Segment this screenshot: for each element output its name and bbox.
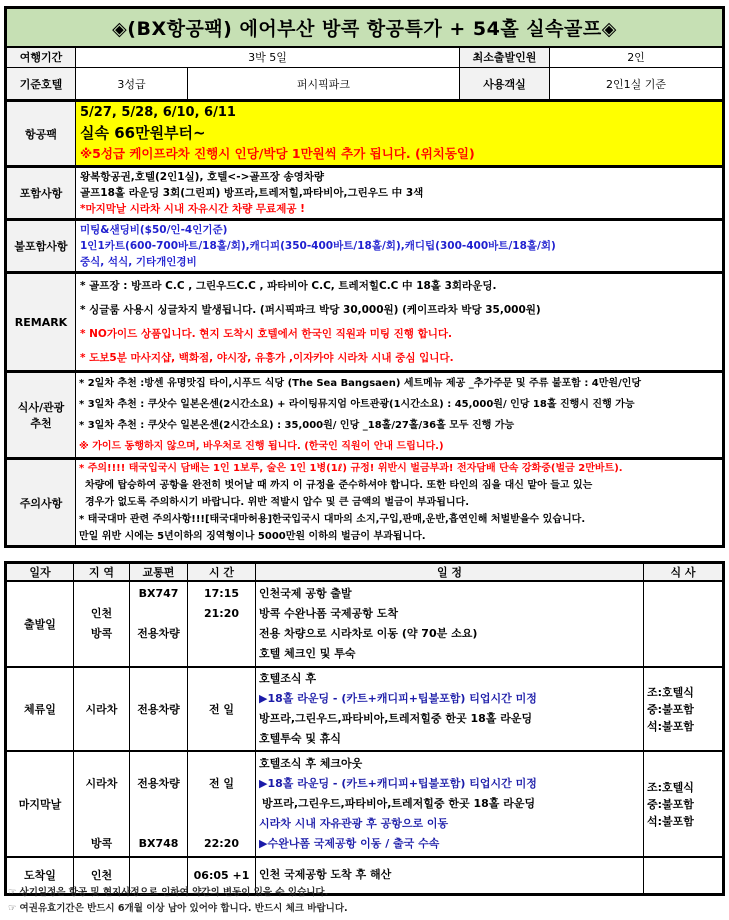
day-plan: 호텔조식 후 체크아웃 ▶18홀 라운딩 - (카트+캐디피+팁불포함) 티업시간 미정 방프라,그린우드,파타비아,트레저힐중 한곳 18홀 라운딩 시라차 시내 자유관광 후 공항으로 이동 ▶수완나폼 국제공항 이동 / 출국 수속 xyxy=(256,751,644,857)
remark-line-alert: * NO가이드 상품입니다. 현지 도착시 호텔에서 한국인 직원과 미팅 진행 합니다. xyxy=(80,328,453,340)
day-label: 도착일 xyxy=(6,857,74,894)
included-line: 골프18홀 라운딩 3회(그린피) 방프라,트레저힐,파타비아,그린우드 中 3색 xyxy=(80,187,424,199)
schedule-row-last-day xyxy=(6,751,724,857)
itinerary-sheet xyxy=(4,6,725,896)
tour-line: * 3일차 추천 : 쿠삿수 일본온센(2시간소요) + 라이팅뮤지엄 아트관광(1시간소요) : 45,000원/ 인당 18홀 진행시 진행 가능 xyxy=(79,399,635,410)
period-label: 여행기간 xyxy=(6,47,76,68)
col-header-transport: 교통편 xyxy=(130,563,188,582)
day-label: 출발일 xyxy=(6,581,74,667)
col-header-time: 시 간 xyxy=(188,563,256,582)
day-plan: 호텔조식 후 ▶18홀 라운딩 - (카트+캐디피+팁불포함) 티업시간 미정 방프라,그린우드,파타비아,트레저힐중 한곳 18홀 라운딩 호텔투숙 및 휴식 xyxy=(256,667,644,751)
pointing-hand-icon: ☞ xyxy=(8,903,17,914)
hotel-name: 퍼시픽파크 xyxy=(188,68,460,101)
caution-line: 만일 위반 시에는 5년이하의 징역형이나 5000만원 이하의 벌금이 부과됩니다. xyxy=(79,531,426,542)
caution-line: 차량에 탑승하여 공항을 완전히 벗어날 때 까지 이 규정을 준수하셔야 합니다. 또한 타인의 짐을 대신 맡아 들고 있는 xyxy=(85,480,593,491)
day-meals xyxy=(644,581,724,667)
excluded-label: 불포함사항 xyxy=(6,220,76,273)
room-label: 사용객실 xyxy=(460,68,550,101)
remark-line: * 골프장 : 방프라 C.C , 그린우드C.C , 파타비아 C.C, 트레저힐C.C 中 18홀 3회라운딩. xyxy=(80,280,497,292)
airpack-label: 항공팩 xyxy=(6,101,76,167)
schedule-row-departure xyxy=(6,581,724,667)
day-meals: 조:호텔식 중:불포함 석:불포함 xyxy=(644,667,724,751)
remark-cell xyxy=(76,273,724,372)
day-time: 전 일 xyxy=(188,667,256,751)
caution-label: 주의사항 xyxy=(6,459,76,547)
period-value: 3박 5일 xyxy=(76,47,460,68)
included-label: 포함사항 xyxy=(6,167,76,220)
day-meals: 조:호텔식 중:불포함 석:불포함 xyxy=(644,751,724,857)
col-header-plan: 일 정 xyxy=(256,563,644,582)
excluded-line: 미팅&샌딩비($50/인-4인기준) xyxy=(80,224,228,236)
footer-note: ☞ 상기일정은 항공 및 현지사정으로 인하여 약간의 변동이 있을 수 있습니다. xyxy=(8,887,329,898)
tour-line-alert: ※ 가이드 동행하지 않으며, 바우처로 진행 됩니다. (한국인 직원이 안내 드립니다.) xyxy=(79,441,444,452)
caution-line: 경우가 없도록 주의하시기 바랍니다. 위반 적발시 압수 및 큰 금액의 벌금이 부과됩니다. xyxy=(85,497,469,508)
room-value: 2인1실 기준 xyxy=(550,68,724,101)
excluded-cell xyxy=(76,220,724,273)
excluded-line: 중식, 석식, 기타개인경비 xyxy=(80,256,197,268)
excluded-line: 1인1카트(600-700바트/18홀/회),캐디피(350-400바트/18홀/회),캐디팁(300-400바트/18홀/회) xyxy=(80,240,556,252)
remark-line: * 싱글룸 사용시 싱글차지 발생됩니다. (퍼시픽파크 박당 30,000원) (케이프라차 박당 35,000원) xyxy=(80,304,541,316)
col-header-meals: 식 사 xyxy=(644,563,724,582)
day-region: 인천 방콕 xyxy=(74,581,130,667)
col-header-region: 지 역 xyxy=(74,563,130,582)
schedule-row-stay xyxy=(6,667,724,751)
footer-notes xyxy=(8,885,348,917)
footer-note: ☞ 여권유효기간은 반드시 6개월 이상 남아 있어야 합니다. 반드시 체크 바랍니다. xyxy=(8,903,348,914)
day-label: 마지막날 xyxy=(6,751,74,857)
day-region: 시라차 xyxy=(74,667,130,751)
included-cell xyxy=(76,167,724,220)
day-plan: 인천 국제공항 도착 후 해산 xyxy=(256,857,644,894)
min-pax-value: 2인 xyxy=(550,47,724,68)
day-meals xyxy=(644,857,724,894)
airpack-dates: 5/27, 5/28, 6/10, 6/11 xyxy=(80,105,236,120)
day-time: 전 일 22:20 xyxy=(188,751,256,857)
included-line-highlight: *마지막날 시라차 시내 자유시간 차량 무료제공 ! xyxy=(80,203,305,215)
day-region: 시라차 방콕 xyxy=(74,751,130,857)
hotel-grade: 3성급 xyxy=(76,68,188,101)
day-time: 17:15 21:20 xyxy=(188,581,256,667)
day-label: 체류일 xyxy=(6,667,74,751)
page-title: ◈(BX항공팩) 에어부산 방콕 항공특가 + 54홀 실속골프◈ xyxy=(6,8,724,47)
day-transport: 전용차량 xyxy=(130,667,188,751)
airpack-price: 실속 66만원부터~ xyxy=(80,124,206,142)
tour-cell xyxy=(76,372,724,459)
tour-label: 식사/관광 추천 xyxy=(6,372,76,459)
included-line: 왕복항공권,호텔(2인1실), 호텔<->골프장 송영차량 xyxy=(80,171,325,183)
caution-line: * 태국대마 관련 주의사항!!![태국대마허용]한국입국시 대마의 소지,구입,판매,운반,흡연인해 처벌받을수 있습니다. xyxy=(79,514,586,525)
day-plan: 인천국제 공항 출발 방콕 수완나폼 국제공항 도착 전용 차량으로 시라차로 이동 (약 70분 소요) 호텔 체크인 및 투숙 xyxy=(256,581,644,667)
tour-line: * 3일차 추천 : 쿠삿수 일본온센(2시간소요) : 35,000원/ 인당 _18홀/27홀/36홀 모두 진행 가능 xyxy=(79,420,515,431)
schedule-table xyxy=(4,561,725,896)
package-info-table xyxy=(4,6,725,548)
caution-line-alert: * 주의!!!! 태국입국시 담배는 1인 1보루, 술은 1인 1병(1ℓ) 규정! 위반시 벌금부과! 전자담배 단속 강화중(벌금 2만바트). xyxy=(79,463,623,474)
day-time: 06:05 +1 xyxy=(188,857,256,894)
schedule-header-row xyxy=(6,563,724,582)
day-transport: 전용차량 BX748 xyxy=(130,751,188,857)
airpack-note: ※5성급 케이프라차 진행시 인당/박당 1만원씩 추가 됩니다. (위치동일) xyxy=(80,146,475,161)
remark-label: REMARK xyxy=(6,273,76,372)
col-header-date: 일자 xyxy=(6,563,74,582)
min-pax-label: 최소출발인원 xyxy=(460,47,550,68)
pointing-hand-icon: ☞ xyxy=(8,887,17,898)
hotel-label: 기준호텔 xyxy=(6,68,76,101)
caution-cell xyxy=(76,459,724,547)
day-region: 인천 xyxy=(74,857,130,894)
remark-line-alert: * 도보5분 마사지샵, 백화점, 야시장, 유흥가 ,이자카야 시라차 시내 중심 입니다. xyxy=(80,352,454,364)
day-transport: BX747 전용차량 xyxy=(130,581,188,667)
airpack-cell xyxy=(76,101,724,167)
tour-line: * 2일차 추천 :방센 유명맛집 타이,시푸드 식당 (The Sea Bangsaen) 세트메뉴 제공 _추가주문 및 주류 불포함 : 4만원/인당 xyxy=(79,378,642,389)
